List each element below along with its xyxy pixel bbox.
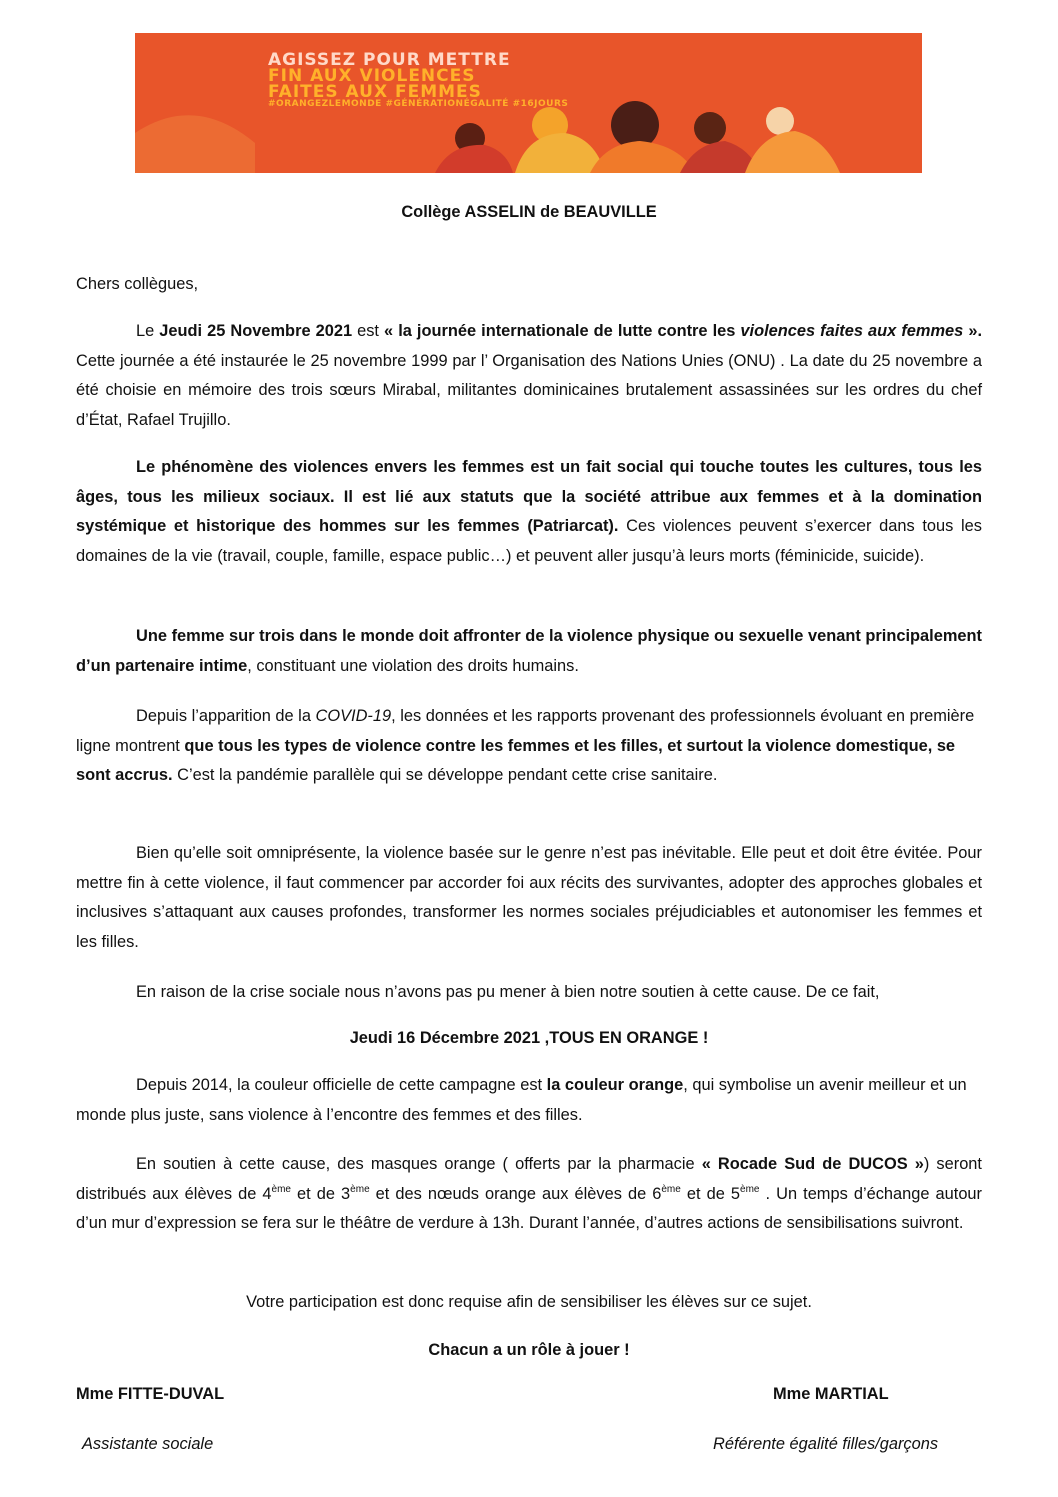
- paragraph-couleur-orange: [76, 1071, 982, 1130]
- paragraph-covid: [76, 702, 982, 791]
- p1-text-a: Le: [136, 322, 160, 340]
- p8-text-g: . Un temps d’échange autour d’un mur d’expression se fera sur le théâtre de verdure à 13h. Durant l’année, d’autres actions de sensibilisations suivront.: [76, 1184, 983, 1232]
- p3-bold: Une femme sur trois dans le monde doit affronter de la violence physique ou sexuelle venant principalement d’un partenaire intime: [76, 627, 982, 675]
- event-headline-text: Jeudi 16 Décembre 2021 ,TOUS EN ORANGE !: [349, 1029, 709, 1047]
- paragraph-soutien: [76, 1150, 982, 1239]
- p1-quote-italic: violences faites aux femmes: [740, 322, 964, 340]
- p7-text-c: , qui symbolise un avenir meilleur et un monde plus juste, sans violence à l’encontre des femmes et des filles.: [76, 1076, 967, 1124]
- banner-line-2: FIN AUX VIOLENCES: [268, 66, 476, 86]
- paragraph-crise-sociale: En raison de la crise sociale nous n’avons pas pu mener à bien notre soutien à cette cause. De ce fait,: [136, 983, 880, 1001]
- p1-bold-quote: [384, 322, 982, 340]
- signature-right-role: Référente égalité filles/garçons: [713, 1435, 939, 1453]
- p8-sup-1: ème: [271, 1183, 291, 1195]
- p2-bold: Le phénomène des violences envers les femmes est un fait social qui touche toutes les cultures, tous les âges, tous les milieux sociaux. Il est lié aux statuts que la société attribue aux femmes et à la domination systémique et historique des hommes sur les femmes (Patriarcat).: [76, 458, 982, 535]
- closing-role-text: Chacun a un rôle à jouer !: [428, 1341, 630, 1359]
- p4-bold: que tous les types de violence contre les femmes et les filles, et surtout la violence domestique, se sont accrus.: [76, 736, 956, 784]
- paragraph-une-femme-sur-trois: [76, 622, 982, 681]
- paragraph-violence-genre: Bien qu’elle soit omniprésente, la violence basée sur le genre n’est pas inévitable. Elle peut et doit être évitée. Pour mettre fin à cette violence, il faut commencer par accorder foi aux récits des survivantes, adopter des approches globales et inclusives s’attaquant aux causes profondes, transformer les normes sociales préjudiciables et autonomiser les femmes et les filles.: [76, 844, 982, 951]
- p4-text-a: Depuis l’apparition de la: [136, 707, 316, 725]
- p8-text-d: et de 3: [290, 1184, 351, 1203]
- p1-quote-end: ».: [963, 322, 982, 340]
- paragraph-journee-internationale: [76, 317, 982, 435]
- signature-left-name: Mme FITTE-DUVAL: [76, 1385, 225, 1403]
- signature-left-role: Assistante sociale: [82, 1435, 214, 1453]
- signature-right-name: Mme MARTIAL: [773, 1385, 889, 1403]
- closing-participation: Votre participation est donc requise afin de sensibiliser les élèves sur ce sujet.: [246, 1293, 812, 1311]
- banner-line-1: AGISSEZ POUR METTRE: [268, 50, 511, 70]
- p2-text: Ces violences peuvent s’exercer dans tous les domaines de la vie (travail, couple, famille, espace public…) et peuvent aller jusqu’à leurs morts (féminicide, suicide).: [76, 517, 982, 565]
- p4-text-c: , les données et les rapports provenant des professionnels évoluant en première ligne montrent: [76, 707, 975, 755]
- p1-date: Jeudi 25 Novembre 2021: [159, 322, 353, 340]
- event-headline: [76, 1024, 982, 1054]
- p4-text-e: C’est la pandémie parallèle qui se développe pendant cette crise sanitaire.: [172, 766, 718, 784]
- campaign-banner: [135, 33, 922, 173]
- p8-sup-2: ème: [350, 1183, 370, 1195]
- p7-bold: la couleur orange: [546, 1076, 684, 1094]
- p8-sup-3: ème: [661, 1183, 681, 1195]
- school-name: Collège ASSELIN de BEAUVILLE: [401, 203, 657, 221]
- document-title: [76, 198, 982, 228]
- paragraph-phenomene: [76, 453, 982, 571]
- p1-quote-start: « la journée internationale de lutte contre les: [384, 322, 741, 340]
- p1-text-g: Cette journée a été instaurée le 25 novembre 1999 par l’ Organisation des Nations Unies (ONU) . La date du 25 novembre a été choisie en mémoire des trois sœurs Mirabal, militantes dominicaines brutalement assassinées sur les ordres du chef d’État, Rafael Trujillo.: [76, 351, 982, 429]
- p8-pharmacy: « Rocade Sud de DUCOS »: [701, 1155, 924, 1173]
- p4-covid: COVID-19: [315, 707, 392, 725]
- p3-text: , constituant une violation des droits humains.: [247, 656, 579, 675]
- p8-text-c: ) seront distribués aux élèves de 4: [76, 1155, 982, 1203]
- banner-line-3: FAITES AUX FEMMES: [268, 82, 482, 102]
- p8-text-e: et des nœuds orange aux élèves de 6: [369, 1184, 662, 1203]
- p1-text-c: est: [352, 322, 385, 340]
- closing-role: [76, 1336, 982, 1366]
- banner-hashtags: #ORANGEZLEMONDE #GÉNÉRATIONÉGALITÉ #16JOURS: [268, 99, 569, 109]
- p7-text-a: Depuis 2014, la couleur officielle de cette campagne est: [136, 1076, 547, 1094]
- greeting: Chers collègues,: [76, 275, 199, 293]
- p8-text-a: En soutien à cette cause, des masques orange ( offerts par la pharmacie: [136, 1155, 702, 1173]
- p8-sup-4: ème: [740, 1183, 760, 1195]
- p8-text-f: et de 5: [680, 1184, 741, 1203]
